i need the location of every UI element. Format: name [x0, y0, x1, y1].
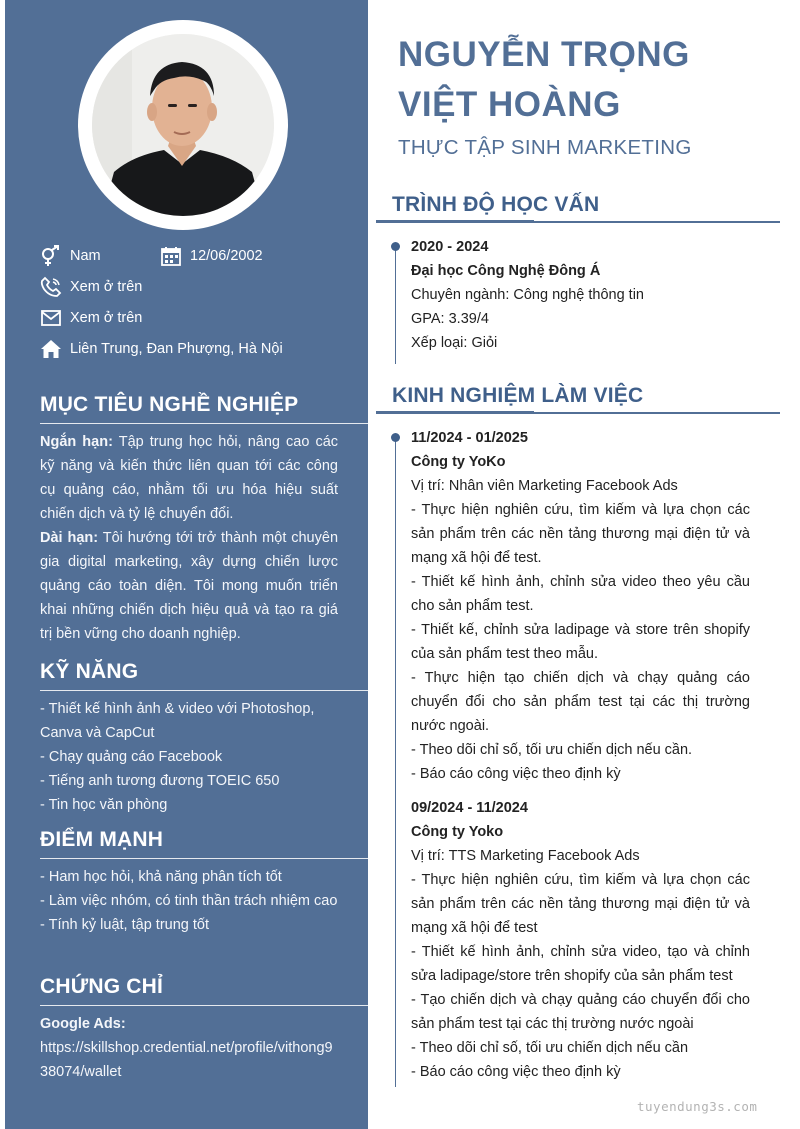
- avatar-photo: [92, 34, 274, 216]
- gender-icon: [40, 245, 62, 267]
- experience-divider-accent: [376, 411, 534, 414]
- certificates-text: [40, 1012, 336, 1084]
- email-value: Xem ở trên: [70, 310, 143, 326]
- objective-text: [40, 430, 338, 646]
- job-position: Vị trí: Nhân viên Marketing Facebook Ads: [411, 478, 678, 494]
- objective-short-label: Ngắn hạn:: [40, 434, 113, 450]
- avatar-frame: [78, 20, 288, 230]
- skills-list: [40, 697, 338, 817]
- education-school: Đại học Công Nghệ Đông Á: [411, 263, 601, 279]
- certificates-divider: [40, 1005, 368, 1006]
- job-task: - Báo cáo công việc theo định kỳ: [411, 766, 621, 782]
- calendar-icon: [160, 245, 182, 267]
- phone-value: Xem ở trên: [70, 279, 143, 295]
- education-rank: Xếp loại: Giỏi: [411, 335, 498, 351]
- job-task: - Báo cáo công việc theo định kỳ: [411, 1064, 621, 1080]
- birthdate-row: [160, 245, 263, 267]
- experience-timeline: [395, 437, 396, 1087]
- phone-row: [40, 276, 142, 298]
- list-item: - Ham học hỏi, khả năng phân tích tốt: [40, 869, 282, 885]
- objective-divider: [40, 423, 368, 424]
- objective-long-label: Dài hạn:: [40, 530, 99, 546]
- education-gpa: GPA: 3.39/4: [411, 311, 489, 327]
- list-item: - Tin học văn phòng: [40, 797, 168, 813]
- job-entry: [411, 426, 750, 786]
- objective-short-text: Tập trung học hỏi, nâng cao các kỹ năng và kiến thức liên quan tới các công cụ quảng cáo, nhằm tối ưu hóa hiệu suất chiến dịch và tỷ lệ chuyển đổi.: [40, 434, 339, 522]
- education-major: Chuyên ngành: Công nghệ thông tin: [411, 287, 644, 303]
- job-task: - Thiết kế hình ảnh, chỉnh sửa video, tạo và chỉnh sửa ladipage/store trên shopify của sản phẩm test: [411, 944, 750, 984]
- education-title: TRÌNH ĐỘ HỌC VẤN: [392, 193, 600, 216]
- certificates-title: CHỨNG CHỈ: [40, 975, 164, 998]
- candidate-name: [398, 30, 690, 130]
- name-line-2: VIỆT HOÀNG: [398, 85, 621, 124]
- job-company: Công ty YoKo: [411, 454, 506, 470]
- job-task: - Thực hiện nghiên cứu, tìm kiếm và lựa chọn các sản phẩm trên các nền tảng thương mại điện tử và mạng xã hội để test.: [411, 502, 750, 566]
- gender-row: [40, 245, 101, 267]
- objective-long-text: Tôi hướng tới trở thành một chuyên gia digital marketing, xây dựng chiến lược quảng cáo toàn diện. Tôi mong muốn triển khai những chiến dịch hiệu quả và tạo ra giá trị bền vững cho doanh nghiệp.: [40, 530, 339, 642]
- certificate-link[interactable]: https://skillshop.credential.net/profile/vithong938074/wallet: [40, 1040, 333, 1080]
- birthdate-value: 12/06/2002: [190, 248, 263, 264]
- strengths-divider: [40, 858, 368, 859]
- watermark: tuyendung3s.com: [637, 1099, 758, 1114]
- education-divider-accent: [376, 220, 534, 223]
- skills-divider: [40, 690, 368, 691]
- strengths-title: ĐIỂM MẠNH: [40, 828, 164, 851]
- experience-title: KINH NGHIỆM LÀM VIỆC: [392, 384, 644, 407]
- objective-title: MỤC TIÊU NGHỀ NGHIỆP: [40, 393, 299, 416]
- list-item: - Tính kỷ luật, tập trung tốt: [40, 917, 209, 933]
- job-task: - Thực hiện nghiên cứu, tìm kiếm và lựa chọn các sản phẩm trên các nền tảng thương mại điện tử và mạng xã hội để test: [411, 872, 750, 936]
- name-line-1: NGUYỄN TRỌNG: [398, 35, 690, 74]
- education-period: 2020 - 2024: [411, 239, 489, 255]
- job-task: - Theo dõi chỉ số, tối ưu chiến dịch nếu cần: [411, 1040, 689, 1056]
- certificate-label: Google Ads:: [40, 1016, 126, 1032]
- list-item: - Chạy quảng cáo Facebook: [40, 749, 223, 765]
- avatar: [92, 34, 274, 216]
- job-position: Vị trí: TTS Marketing Facebook Ads: [411, 848, 640, 864]
- job-task: - Thực hiện tạo chiến dịch và chạy quảng cáo chuyển đổi cho sản phẩm test tại các thị trường nước ngoài.: [411, 670, 750, 734]
- list-item: - Làm việc nhóm, có tinh thần trách nhiệm cao: [40, 893, 338, 909]
- job-period: 11/2024 - 01/2025: [411, 430, 528, 446]
- email-row: [40, 307, 142, 329]
- job-period: 09/2024 - 11/2024: [411, 800, 528, 816]
- list-item: - Tiếng anh tương đương TOEIC 650: [40, 773, 280, 789]
- gender-value: Nam: [70, 248, 101, 264]
- job-task: - Thiết kế, chỉnh sửa ladipage và store trên shopify của sản phẩm test theo mẫu.: [411, 622, 750, 662]
- home-icon: [40, 338, 62, 360]
- job-task: - Tạo chiến dịch và chạy quảng cáo chuyển đổi cho sản phẩm test tại các thị trường nước ngoài: [411, 992, 750, 1032]
- timeline-dot: [391, 242, 400, 251]
- timeline-dot: [391, 433, 400, 442]
- sidebar: [5, 0, 368, 1129]
- education-timeline: [395, 246, 396, 364]
- job-company: Công ty Yoko: [411, 824, 504, 840]
- strengths-list: [40, 865, 338, 937]
- skills-title: KỸ NĂNG: [40, 660, 139, 683]
- job-entry: [411, 796, 750, 1084]
- address-value: Liên Trung, Đan Phượng, Hà Nội: [70, 341, 283, 357]
- address-row: [40, 338, 283, 360]
- education-entry: [411, 235, 750, 355]
- phone-icon: [40, 276, 62, 298]
- email-icon: [40, 307, 62, 329]
- job-task: - Thiết kế hình ảnh, chỉnh sửa video theo yêu cầu cho sản phẩm test.: [411, 574, 750, 614]
- job-title: THỰC TẬP SINH MARKETING: [398, 136, 692, 159]
- list-item: - Thiết kế hình ảnh & video với Photoshop, Canva và CapCut: [40, 701, 315, 741]
- job-task: - Theo dõi chỉ số, tối ưu chiến dịch nếu cần.: [411, 742, 693, 758]
